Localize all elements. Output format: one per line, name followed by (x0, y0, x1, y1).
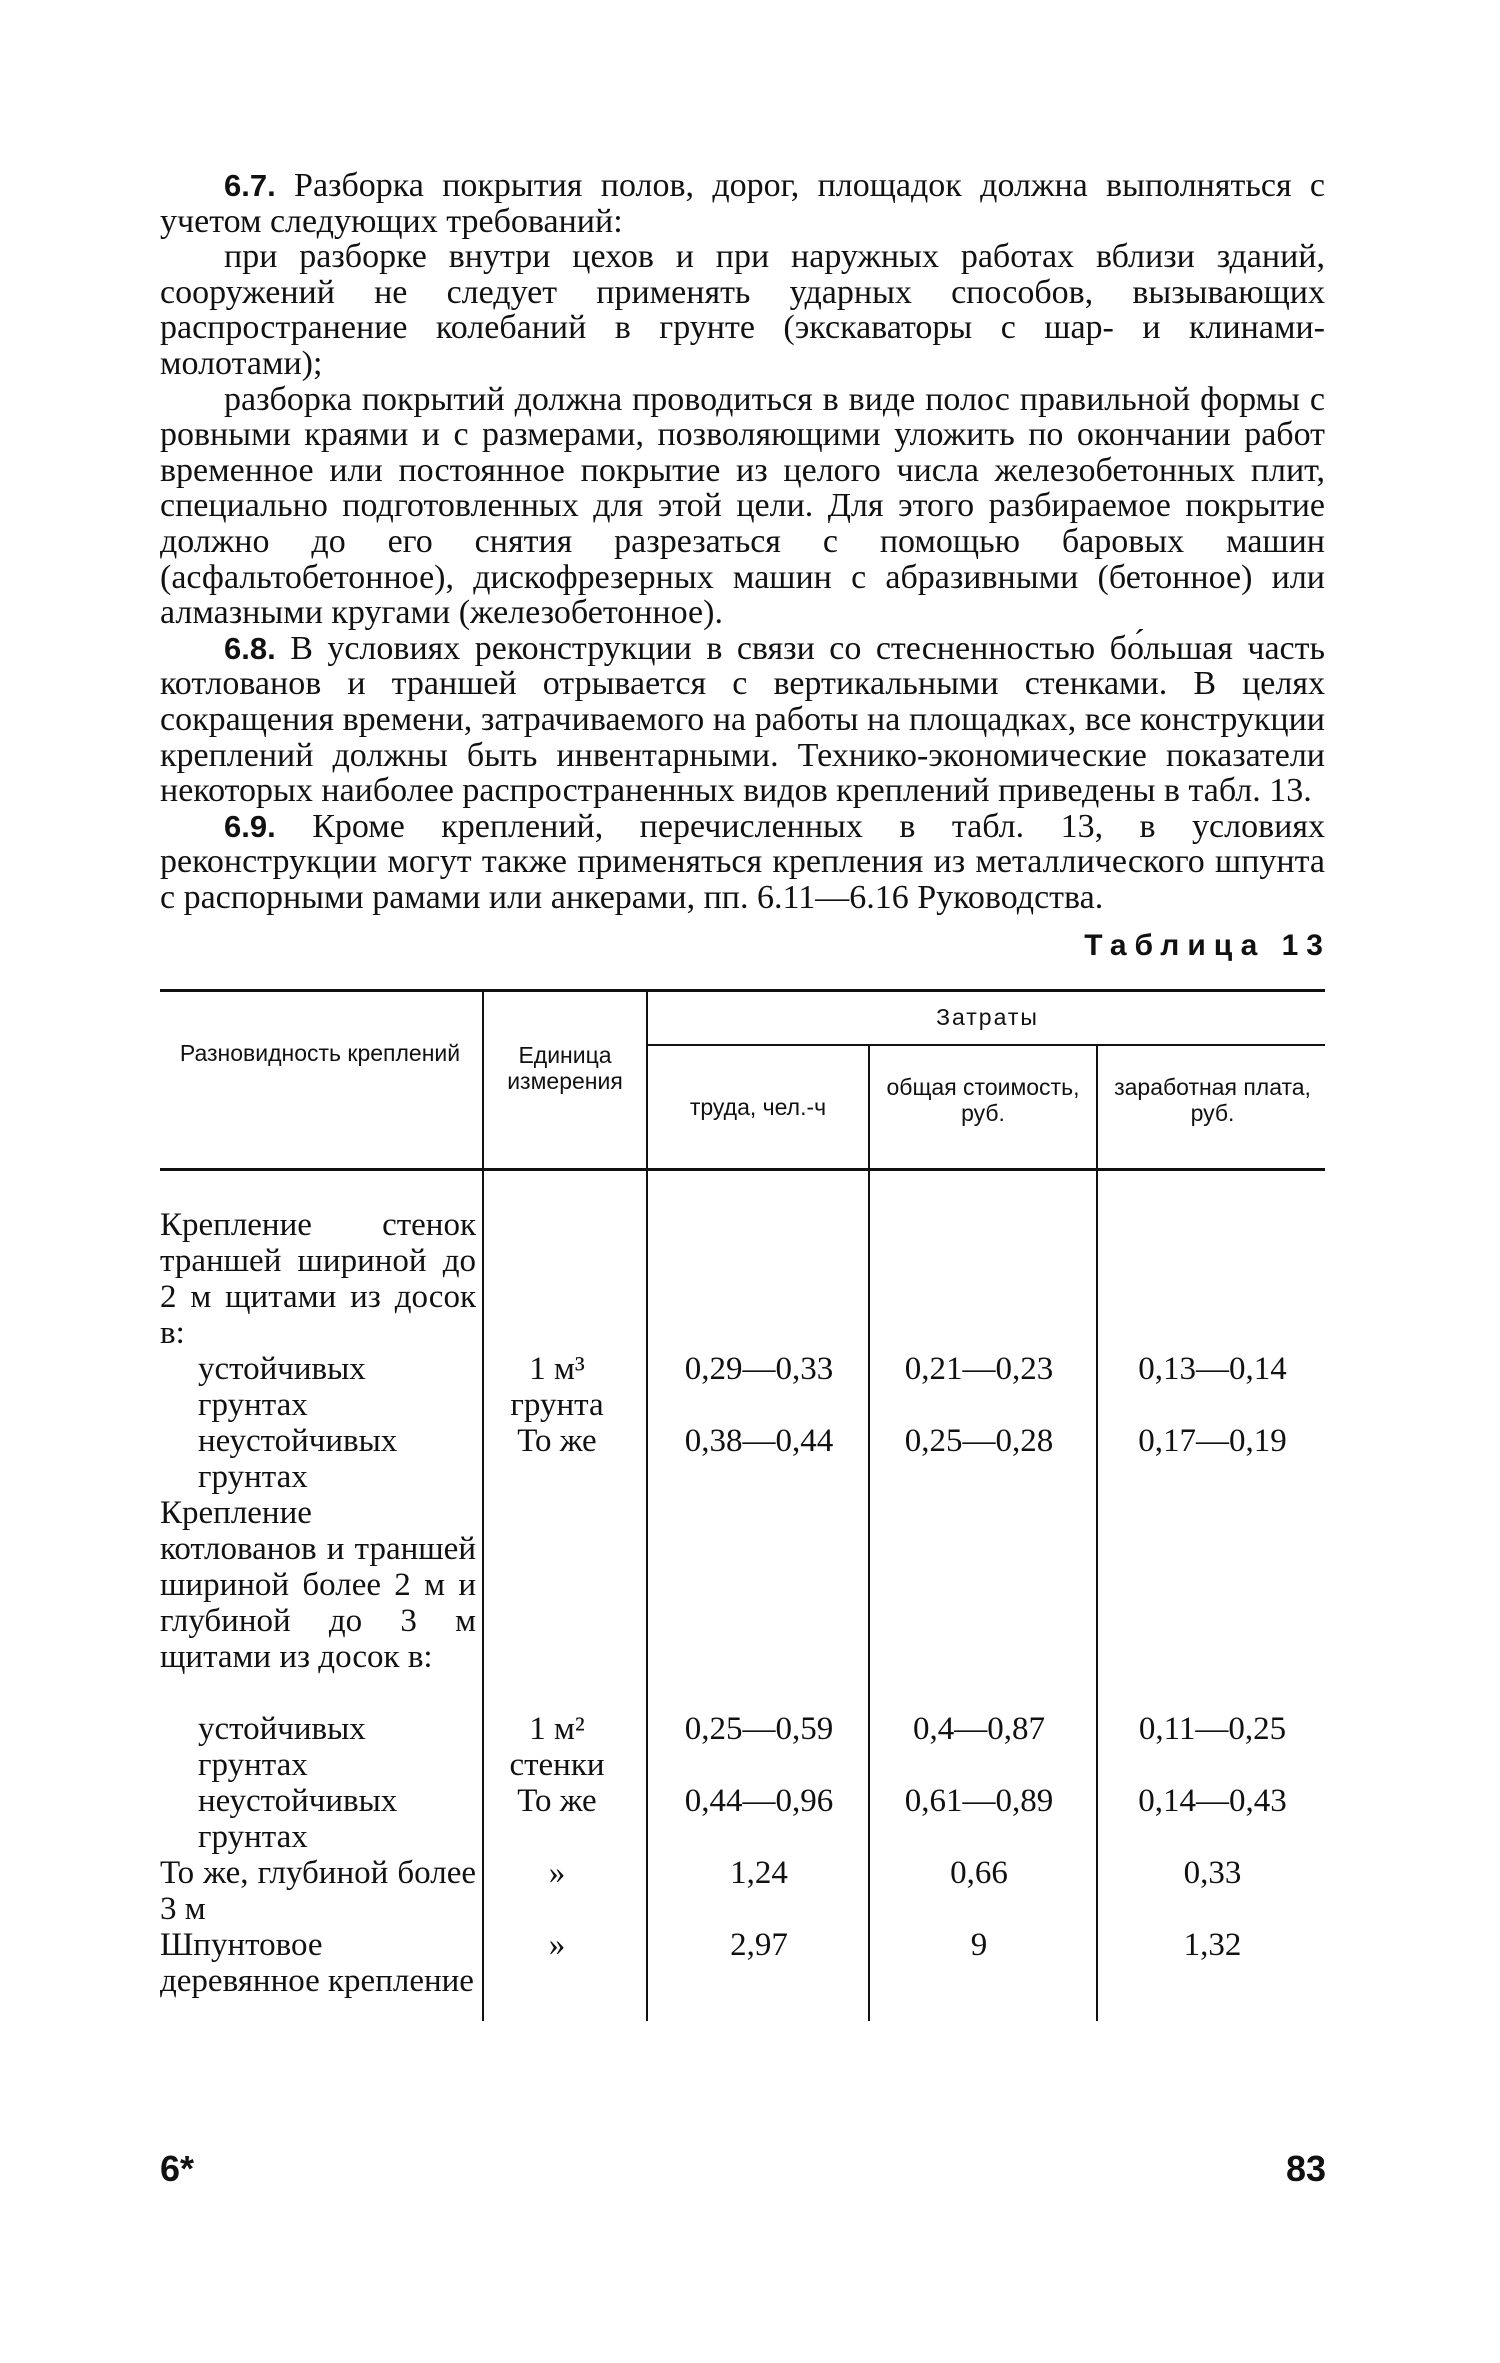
header-unit: Единица измерения (507, 1042, 623, 1095)
row-wage: 0,11—0,25 (1138, 1711, 1287, 1748)
table-title: Таблица 13 (1084, 929, 1331, 963)
row-wage: 0,14—0,43 (1138, 1783, 1287, 1820)
column-divider (868, 1046, 870, 1168)
header-total-cost: общая стоимость, руб. (886, 1074, 1080, 1127)
row-name: устойчивых грунтах (198, 1351, 366, 1424)
row-labor: 1,24 (730, 1855, 788, 1892)
group-title: Крепление стенок траншей шириной до 2 м щитами из досок в: (160, 1207, 476, 1352)
header-divider (648, 1044, 1325, 1046)
column-divider (1096, 1046, 1098, 1168)
row-unit: » (548, 1855, 566, 1892)
row-wage: 0,17—0,19 (1138, 1423, 1287, 1460)
row-labor: 0,25—0,59 (684, 1711, 834, 1748)
column-divider (482, 992, 484, 1168)
paragraph-6-7-a: при разборке внутри цехов и при наружных работах вблизи зданий, сооружений не следует применять ударных способов, вызывающих распространение колебаний в грунте (экскаваторы с шар- и клинами-молотами); (160, 238, 1325, 382)
column-divider (646, 992, 648, 1168)
paragraph-text: В условиях реконструкции в связи со стесненностью бо́льшая часть котлованов и траншей отрывается с вертикальными стенками. В целях сокращения времени, затрачиваемого на работы на площадках, все конструкции креплений должны быть инвентарными. Технико-экономические показатели некоторых наиболее распространенных видов креплений приведены в табл. 13. (160, 629, 1325, 810)
page-content (160, 167, 1331, 2021)
row-labor: 0,38—0,44 (684, 1423, 834, 1460)
row-labor: 0,44—0,96 (684, 1783, 834, 1820)
row-total-cost: 0,21—0,23 (904, 1351, 1054, 1388)
row-total-cost: 0,25—0,28 (904, 1423, 1054, 1460)
table-body (160, 1171, 1325, 2021)
row-labor: 2,97 (730, 1927, 788, 1964)
row-name: Шпунтовое деревянное крепление (160, 1927, 474, 2000)
column-divider (868, 1171, 870, 2021)
page-number: 83 (1286, 2148, 1327, 2189)
row-labor: 0,29—0,33 (684, 1351, 834, 1388)
row-unit: То же (517, 1423, 597, 1460)
row-total-cost: 0,4—0,87 (913, 1711, 1045, 1748)
row-unit: 1 м³ грунта (510, 1351, 604, 1424)
header-wage: заработная плата, руб. (1114, 1074, 1311, 1127)
header-labor: труда, чел.-ч (689, 1094, 827, 1121)
paragraph-6-7-b: разборка покрытий должна проводиться в виде полос правильной формы с ровными краями и с размерами, позволяющими уложить по окончании работ временное или постоянное покрытие из целого числа железобетонных плит, специально подготовленных для этой цели. Для этого разбираемое покрытие должно до его снятия разрезаться с помощью баровых машин (асфальтобетонное), дискофрезерных машин с абразивными (бетонное) или алмазными кругами (железобетонное). (160, 380, 1325, 632)
paragraph-6-8 (160, 631, 1325, 809)
table-13 (160, 989, 1325, 2021)
group-title: Крепление котлованов и траншей шириной более 2 м и глубиной до 3 м щитами из досок в: (160, 1495, 476, 1676)
paragraph-6-7 (160, 168, 1325, 239)
row-total-cost: 0,66 (950, 1855, 1008, 1892)
row-unit: То же (517, 1783, 597, 1820)
header-costs: Затраты (936, 1004, 1039, 1031)
column-divider (1096, 1171, 1098, 2021)
section-number: 6.9. (224, 808, 276, 844)
row-unit: » (548, 1927, 566, 1964)
row-unit: 1 м² стенки (509, 1711, 605, 1784)
row-wage: 1,32 (1183, 1927, 1242, 1964)
section-number: 6.7. (224, 168, 276, 203)
table-header (160, 989, 1325, 1171)
column-divider (646, 1171, 648, 2021)
row-total-cost: 0,61—0,89 (904, 1783, 1054, 1820)
paragraph-text: Кроме креплений, перечисленных в табл. 13, в условиях реконструкции могут также применяться крепления из металлического шпунта с распорными рамами или анкерами, пп. 6.11—6.16 Руководства. (160, 807, 1326, 916)
row-name: неустойчивых грунтах (198, 1423, 398, 1496)
paragraph-text: Разборка покрытия полов, дорог, площадок должна выполняться с учетом следующих требований: (160, 167, 1326, 240)
row-wage: 0,33 (1183, 1855, 1242, 1892)
paragraph-6-9 (160, 809, 1325, 916)
row-wage: 0,13—0,14 (1138, 1351, 1287, 1388)
row-total-cost: 9 (970, 1927, 988, 1964)
row-name: неустойчивых грунтах (198, 1783, 398, 1856)
row-name: То же, глубиной более 3 м (160, 1855, 476, 1928)
row-name: устойчивых грунтах (198, 1711, 366, 1784)
column-divider (482, 1171, 484, 2021)
section-number: 6.8. (224, 630, 276, 666)
header-type: Разновидность креплений (179, 1040, 461, 1067)
signature-mark: 6* (160, 2148, 195, 2189)
